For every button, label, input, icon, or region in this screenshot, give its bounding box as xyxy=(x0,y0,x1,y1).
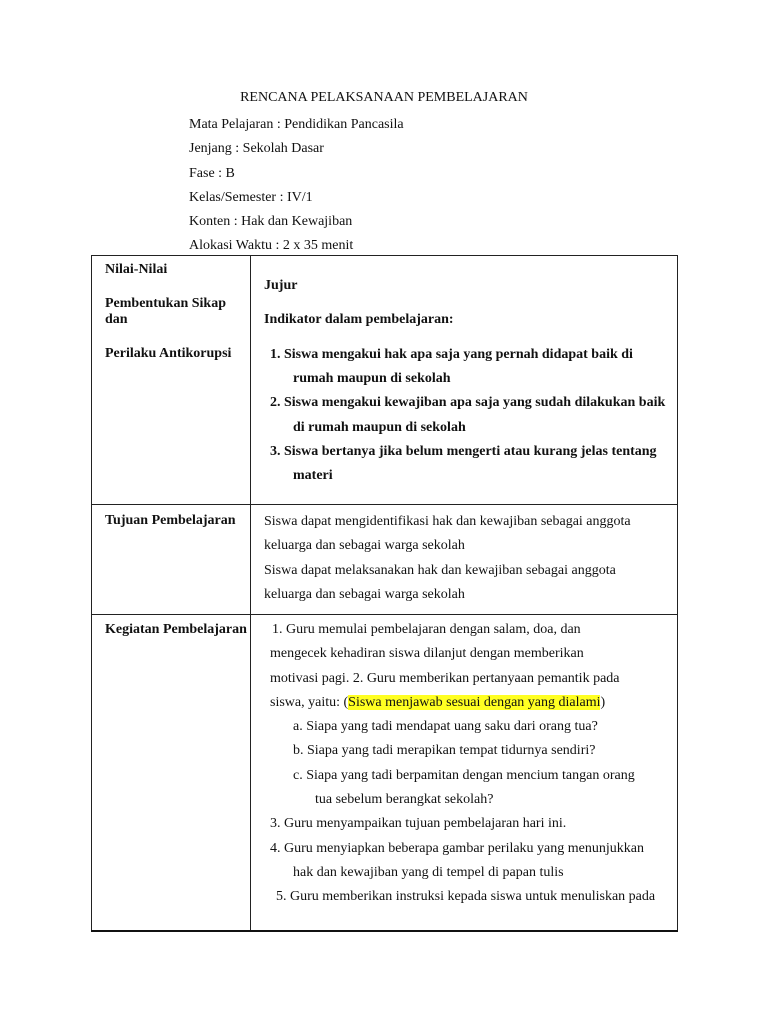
indicator-2-line1: 2. Siswa mengakui kewajiban apa saja yang sudah dilakukan baik xyxy=(270,395,666,411)
meta-content: Konten : Hak dan Kewajiban xyxy=(189,214,353,230)
indicator-2-line2: di rumah maupun di sekolah xyxy=(293,419,466,435)
row2-label: Tujuan Pembelajaran xyxy=(105,513,236,528)
step-4-line1: 4. Guru menyiapkan beberapa gambar perilaku yang menunjukkan xyxy=(270,840,644,856)
row1-label-1: Nilai-Nilai xyxy=(105,262,168,277)
activity-line-4 xyxy=(251,691,677,715)
activity-line-4-suffix: ) xyxy=(600,694,606,710)
indicator-heading: Indikator dalam pembelajaran: xyxy=(264,312,454,327)
row-learning-activities xyxy=(92,615,678,931)
row-learning-objectives xyxy=(92,505,678,615)
objective-2-line1: Siswa dapat melaksanakan hak dan kewajiban sebagai anggota xyxy=(264,563,616,578)
meta-phase: Fase : B xyxy=(189,165,235,181)
step-5: 5. Guru memberikan instruksi kepada siswa untuk menuliskan pada xyxy=(276,889,656,905)
row1-label-cell xyxy=(92,256,251,505)
indicator-1-line1: 1. Siswa mengakui hak apa saja yang pernah didapat baik di xyxy=(270,347,633,362)
indicator-3-line1: 3. Siswa bertanya jika belum mengerti atau kurang jelas tentang xyxy=(270,443,657,459)
activity-line-3: motivasi pagi. 2. Guru memberikan pertanyaan pemantik pada xyxy=(270,670,620,686)
document-title: RENCANA PELAKSANAAN PEMBELAJARAN xyxy=(240,90,528,105)
highlighted-answer: Siswa menjawab sesuai dengan yang dialami xyxy=(348,694,601,710)
question-c-line2: tua sebelum berangkat sekolah? xyxy=(315,792,494,808)
value-jujur: Jujur xyxy=(264,278,298,293)
row3-label-cell xyxy=(92,615,251,931)
step-4-line2: hak dan kewajiban yang di tempel di papan tulis xyxy=(293,864,564,880)
row1-label-2: Pembentukan Sikap dan xyxy=(105,296,226,327)
meta-time-allocation: Alokasi Waktu : 2 x 35 menit xyxy=(189,238,354,254)
objective-1-line2: keluarga dan sebagai warga sekolah xyxy=(264,537,465,553)
question-b: b. Siapa yang tadi merapikan tempat tidurnya sendiri? xyxy=(293,743,596,759)
row3-label: Kegiatan Pembelajaran xyxy=(105,622,247,637)
row-anticorruption-values xyxy=(92,256,678,505)
objectives-text xyxy=(251,510,677,606)
row3-content-cell xyxy=(251,615,678,931)
objective-1-line1: Siswa dapat mengidentifikasi hak dan kewajiban sebagai anggota xyxy=(264,514,631,529)
question-c-line1: c. Siapa yang tadi berpamitan dengan mencium tangan orang xyxy=(293,767,635,783)
objective-2-line2: keluarga dan sebagai warga sekolah xyxy=(264,586,465,602)
row1-label-3: Perilaku Antikorupsi xyxy=(105,346,232,361)
meta-class-semester: Kelas/Semester : IV/1 xyxy=(189,189,313,205)
indicator-1-line2: rumah maupun di sekolah xyxy=(293,371,451,387)
lesson-metadata xyxy=(189,116,404,262)
indicator-list xyxy=(251,343,677,488)
indicator-3-line2: materi xyxy=(293,468,333,484)
activity-line-2: mengecek kehadiran siswa dilanjut dengan memberikan xyxy=(270,646,584,662)
row2-content-cell xyxy=(251,505,678,615)
meta-subject: Mata Pelajaran : Pendidikan Pancasila xyxy=(189,117,404,132)
question-a: a. Siapa yang tadi mendapat uang saku dari orang tua? xyxy=(293,719,598,735)
row1-content-cell xyxy=(251,256,678,505)
activity-line-4-prefix: siswa, yaitu: ( xyxy=(270,694,349,710)
row2-label-cell xyxy=(92,505,251,615)
lesson-plan-table xyxy=(91,255,678,932)
activity-line-1: 1. Guru memulai pembelajaran dengan salam, doa, dan xyxy=(272,622,581,637)
step-3: 3. Guru menyampaikan tujuan pembelajaran hari ini. xyxy=(270,816,567,832)
activities-text xyxy=(251,618,677,910)
meta-level: Jenjang : Sekolah Dasar xyxy=(189,141,324,157)
